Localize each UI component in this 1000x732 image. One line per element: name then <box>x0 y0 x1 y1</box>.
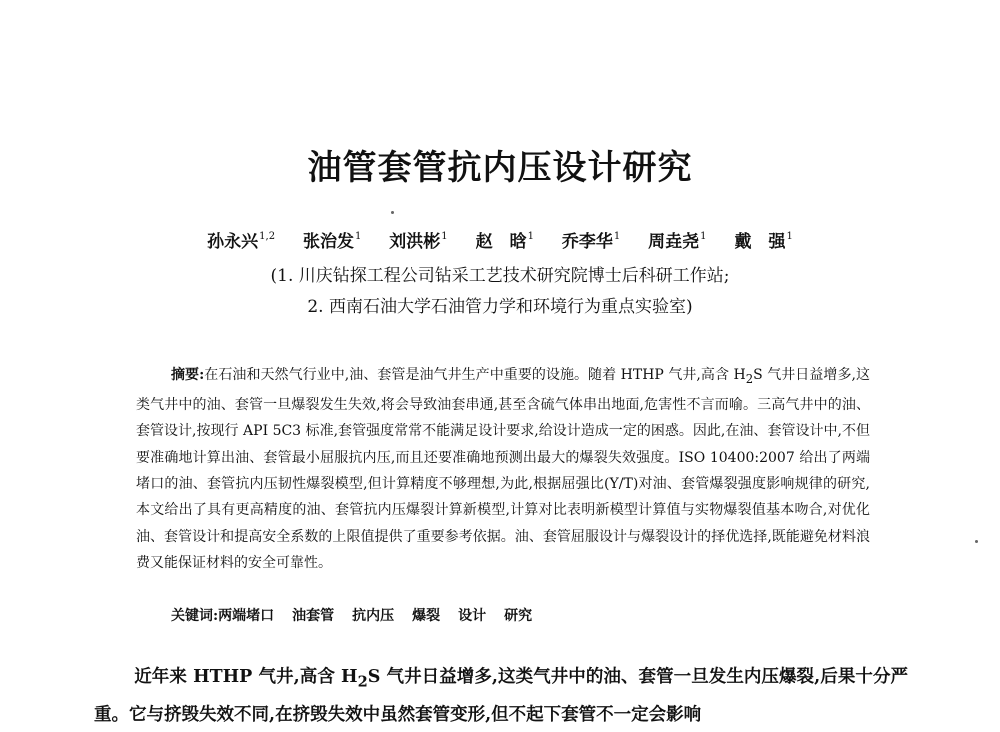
scan-speck <box>975 540 978 543</box>
author: 孙永兴$^{1,2}$ <box>207 231 276 252</box>
affiliation-2: 2. 西南石油大学石油管力学和环境行为重点实验室) <box>307 297 693 317</box>
author: 赵 晗$^1$ <box>475 231 534 252</box>
author: 周垚尧$^1$ <box>648 231 707 252</box>
author: 刘洪彬$^1$ <box>389 231 448 252</box>
keywords <box>171 603 550 629</box>
body-text-cont: S 气井日益增多,这类气井中的油、套管一旦发生内压爆裂,后果十分严重。它与挤毁失效不同,在挤毁失效中虽然套管变形,但不起下套管不一定会影响 <box>94 667 909 725</box>
keyword: 爆裂 <box>412 608 441 624</box>
body-text: 近年来 HTHP 气井,高含 H <box>134 667 358 687</box>
keyword: 研究 <box>504 608 533 624</box>
author-list <box>0 224 1000 255</box>
keyword: 油套管 <box>292 608 335 624</box>
keywords-label: 关键词: <box>171 608 219 624</box>
subscript: 2 <box>745 371 754 386</box>
keyword: 两端堵口 <box>218 608 275 624</box>
abstract-text: 在石油和天然气行业中,油、套管是油气井生产中重要的设施。随着 HTHP 气井,高含 H <box>204 367 746 383</box>
abstract <box>136 362 870 576</box>
paper-title: 油管套管抗内压设计研究 <box>307 148 693 188</box>
keyword: 设计 <box>458 608 487 624</box>
keyword: 抗内压 <box>352 608 395 624</box>
subscript: 2 <box>357 673 368 691</box>
author: 张治发$^1$ <box>302 231 362 252</box>
scan-speck <box>391 211 394 214</box>
abstract-text-cont: S 气井日益增多,这类气井中的油、套管一旦爆裂发生失效,将会导致油套串通,甚至含硫气体串出地面,危害性不言而喻。三高气井中的油、套管设计,按现行 API 5C3 标准,套管强度常常不能满足设计要求,给设计造成一定的困惑。因此,在油、套管设计中,不但要准确地计算出油、套管最小屈服抗内压,而且还要准确地预测出最大的爆裂失效强度。ISO 10400:2007 给出了两端堵口的油、套管抗内压韧性爆裂模型,但计算精度不够理想,为此,根据屈强比(Y/T)对油、套管爆裂强度影响规律的研究,本文给出了具有更高精度的油、套管抗内压爆裂计算新模型,计算对比表明新模型计算值与实物爆裂值基本吻合,对优化油、套管设计和提高安全系数的上限值提供了重要参考依据。油、套管屈服设计与爆裂设计的择优选择,既能避免材料浪费又能保证材料的安全可靠性。 <box>136 367 870 571</box>
author: 戴 强$^1$ <box>734 231 793 252</box>
author: 乔李华$^1$ <box>561 231 621 252</box>
affiliation-1: (1. 川庆钻探工程公司钻采工艺技术研究院博士后科研工作站; <box>270 266 730 286</box>
body-paragraph <box>94 661 908 732</box>
abstract-label: 摘要: <box>171 367 205 383</box>
